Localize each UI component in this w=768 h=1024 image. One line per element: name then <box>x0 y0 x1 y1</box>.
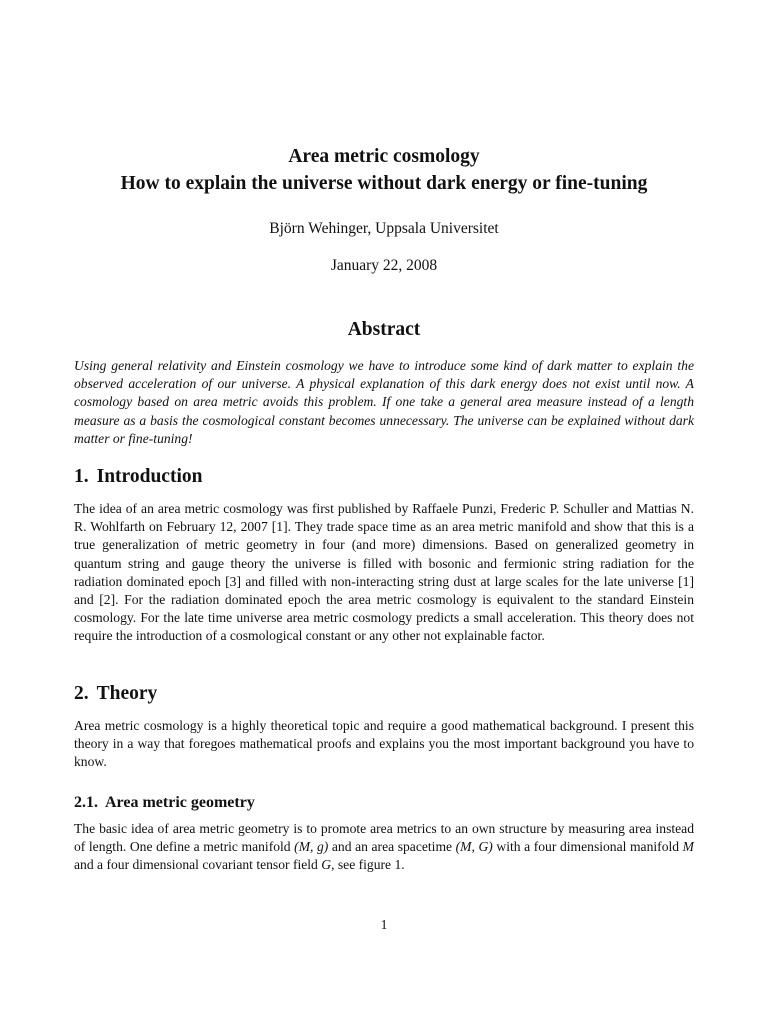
title-line-1: Area metric cosmology <box>288 146 480 167</box>
section-title: Introduction <box>96 466 203 487</box>
section-introduction-heading <box>74 464 202 490</box>
math-tensor-symbol: G <box>321 857 332 873</box>
page-number: 1 <box>380 917 388 932</box>
paragraph-text: with a four dimensional manifold <box>492 839 683 855</box>
introduction-paragraph: The idea of an area metric cosmology was first published by Raffaele Punzi, Frederic P. Schuller and Mattias N. R. Wohlfarth on February 12, 2007 [1]. They trade space time as an area metric manifold and show that this is a true generalization of metric geometry in four (and more) dimensions. Based on generalized geometry in quantum string and gauge theory the universe is filled with bosonic and fermionic string radiation for the radiation dominated epoch [3] and filled with non-interacting string dust at large scales for the late universe [1] and [2]. For the radiation dominated epoch the area metric cosmology is equivalent to the standard Einstein cosmology. For the late time universe area metric cosmology predicts a small acceleration. This theory does not require the introduction of a cosmological constant or any other not explainable factor. <box>74 501 694 644</box>
paper-page <box>74 0 694 1024</box>
publication-date: January 22, 2008 <box>330 257 438 274</box>
subsection-number: 2.1. <box>74 794 98 811</box>
section-theory-heading <box>74 681 157 707</box>
subsection-area-metric-geometry-heading <box>74 792 255 814</box>
paragraph-text: and a four dimensional covariant tensor field <box>74 857 322 873</box>
section-number: 1. <box>74 466 89 487</box>
paper-title <box>74 143 694 197</box>
abstract-heading: Abstract <box>347 319 421 340</box>
paragraph-text: , see figure 1. <box>331 857 405 873</box>
abstract-text: Using general relativity and Einstein cosmology we have to introduce some kind of dark matter to explain the observed acceleration of our universe. A physical explanation of this dark energy does not exist until now. A cosmology based on area metric avoids this problem. If one take a general area measure instead of a length measure as a basis the cosmological constant becomes unnecessary. The universe can be explained without dark matter or fine-tuning! <box>74 358 694 446</box>
paragraph-text: The basic idea of area metric geometry is to promote area metrics to an own structure by measuring area instead of length. One define a metric manifold <box>74 821 694 855</box>
title-line-2: How to explain the universe without dark energy or fine-tuning <box>120 173 648 194</box>
math-metric-manifold: (M, g) <box>294 839 329 855</box>
section-title: Theory <box>96 683 158 704</box>
paragraph-text: and an area spacetime <box>328 839 456 855</box>
subsection-title: Area metric geometry <box>105 794 255 811</box>
math-area-spacetime: (M, G) <box>455 839 493 855</box>
area-metric-geometry-paragraph <box>74 820 694 875</box>
author-affiliation: Björn Wehinger, Uppsala Universitet <box>269 220 499 237</box>
theory-paragraph: Area metric cosmology is a highly theoretical topic and require a good mathematical background. I present this theory in a way that foregoes mathematical proofs and explains you the most important background you have to know. <box>74 718 694 770</box>
math-manifold-symbol: M <box>682 839 694 855</box>
section-number: 2. <box>74 683 89 704</box>
